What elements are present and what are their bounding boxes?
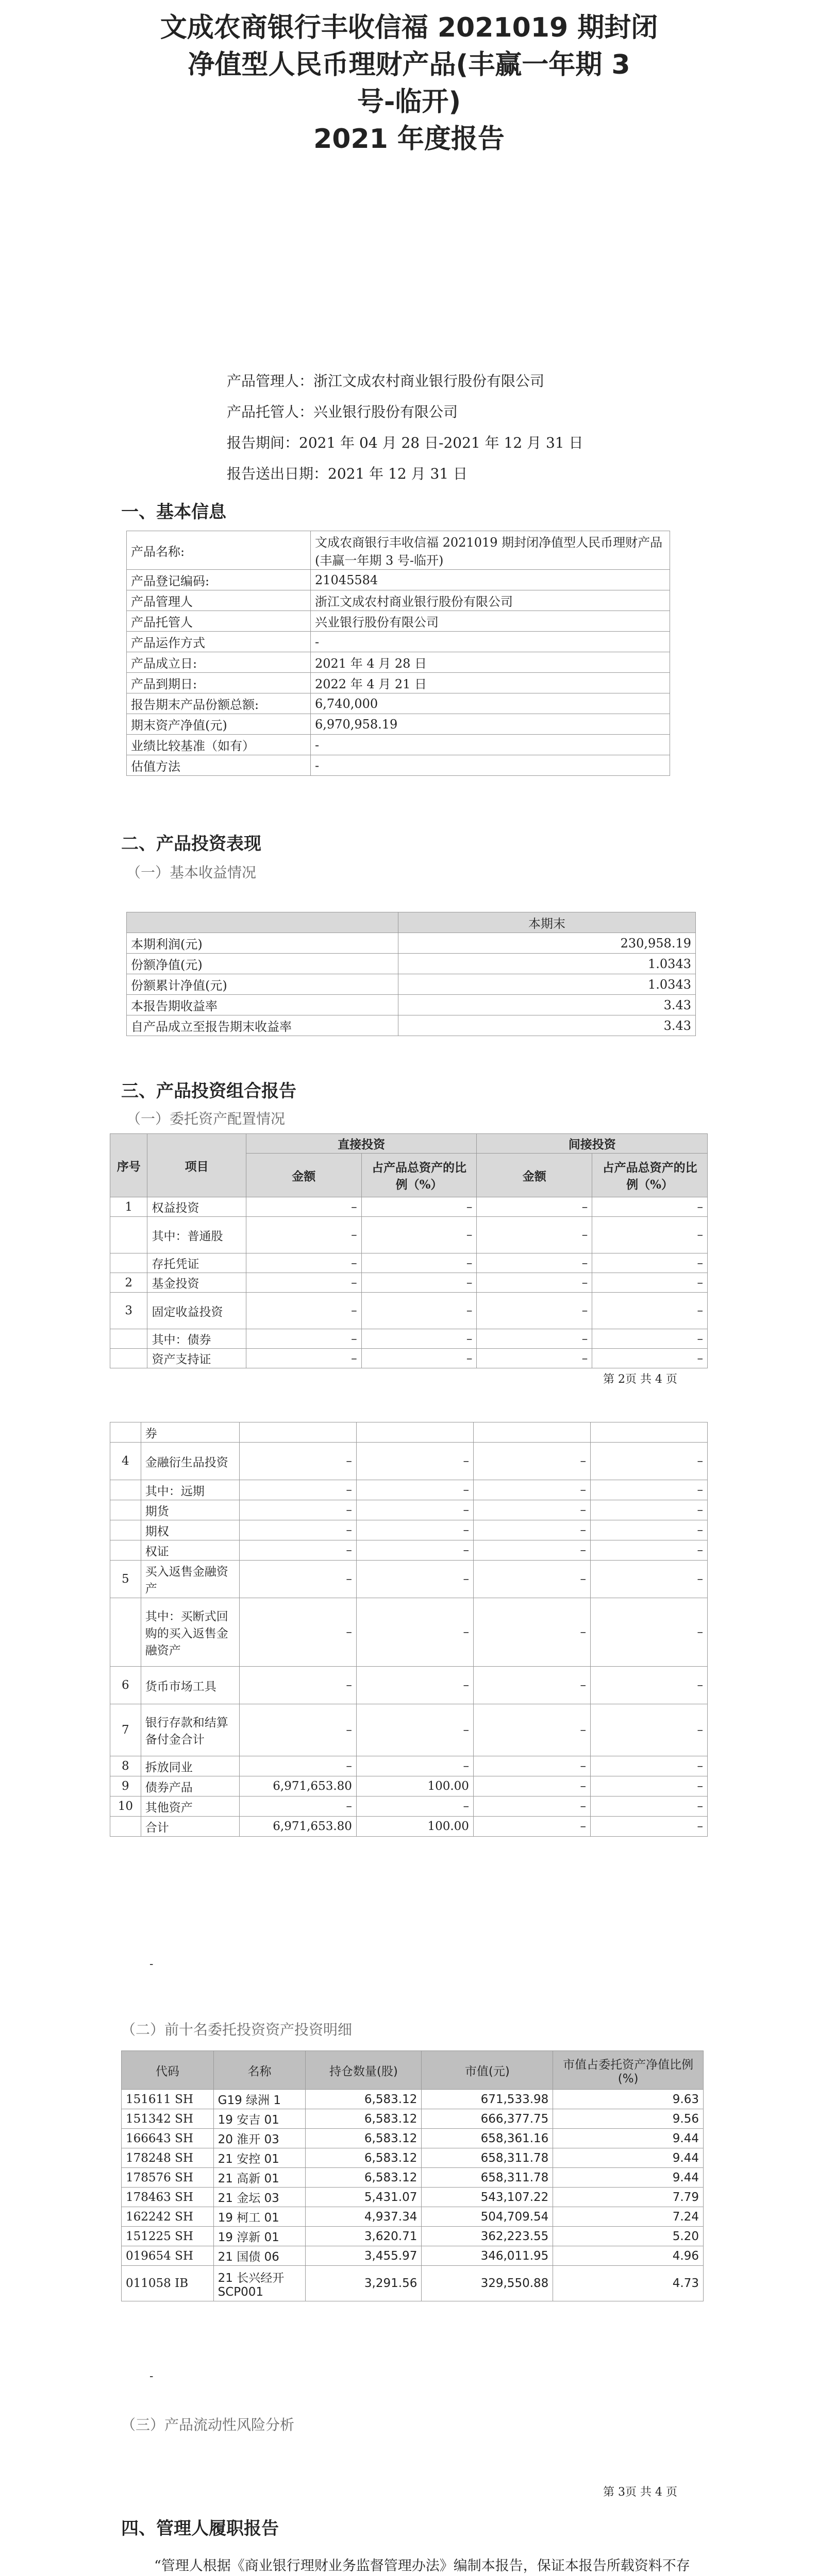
top10-col-name: 名称: [213, 2051, 306, 2090]
col-seq: 序号: [110, 1134, 147, 1197]
top10-quantity: 6,583.12: [306, 2148, 422, 2168]
allocation-value: –: [239, 1598, 356, 1667]
basic-info-label: 产品运作方式: [127, 632, 311, 652]
col-item: 项目: [147, 1134, 246, 1197]
returns-row: [127, 1015, 696, 1036]
top10-quantity: 3,455.97: [306, 2246, 422, 2266]
allocation-seq: [110, 1480, 141, 1500]
top10-row: [122, 2188, 704, 2207]
allocation-seq: [110, 1422, 141, 1443]
top10-code: 151342 SH: [122, 2109, 214, 2129]
top10-name: 20 淮开 03: [213, 2129, 306, 2148]
basic-info-value: 21045584: [311, 570, 670, 590]
page-number-3: 第 3页 共 4 页: [603, 2486, 677, 2499]
allocation-value: –: [592, 1349, 708, 1368]
allocation-item: 银行存款和结算备付金合计: [141, 1704, 239, 1756]
allocation-value: –: [473, 1540, 590, 1561]
returns-value: 3.43: [398, 1015, 696, 1036]
top10-code: 011058 IB: [122, 2266, 214, 2301]
top10-row: [122, 2090, 704, 2109]
allocation-value: –: [477, 1329, 592, 1349]
top10-code: 166643 SH: [122, 2129, 214, 2148]
allocation-row: [110, 1253, 708, 1273]
basic-info-value: 文成农商银行丰收信福 2021019 期封闭净值型人民币理财产品(丰赢一年期 3 号-临开): [311, 531, 670, 570]
allocation-item: 券: [141, 1422, 239, 1443]
allocation-seq: [110, 1817, 141, 1837]
report-title-line-2: 净值型人民币理财产品(丰赢一年期 3: [188, 49, 630, 80]
allocation-value: –: [356, 1561, 473, 1598]
allocation-value: –: [239, 1520, 356, 1540]
top10-name: 21 安控 01: [213, 2148, 306, 2168]
allocation-row: [110, 1349, 708, 1368]
top10-name: 19 安吉 01: [213, 2109, 306, 2129]
top10-name: 21 国债 06: [213, 2246, 306, 2266]
top10-quantity: 3,620.71: [306, 2227, 422, 2246]
allocation-value: –: [356, 1598, 473, 1667]
allocation-value: –: [590, 1817, 707, 1837]
basic-info-label: 产品托管人: [127, 611, 311, 632]
basic-info-value: -: [311, 755, 670, 776]
allocation-item: 权证: [141, 1540, 239, 1561]
allocation-item: 固定收益投资: [147, 1293, 246, 1329]
top10-ratio: 9.44: [553, 2148, 704, 2168]
top10-holdings-table: [121, 2050, 704, 2301]
top10-quantity: 6,583.12: [306, 2090, 422, 2109]
returns-value: 1.0343: [398, 974, 696, 995]
allocation-value: 100.00: [356, 1776, 473, 1797]
top10-code: 178463 SH: [122, 2188, 214, 2207]
basic-info-row: [127, 652, 670, 673]
allocation-value: [239, 1422, 356, 1443]
allocation-row: [110, 1217, 708, 1253]
allocation-value: –: [356, 1500, 473, 1520]
basic-info-row: [127, 673, 670, 693]
allocation-row: [110, 1293, 708, 1329]
allocation-value: –: [592, 1253, 708, 1273]
allocation-value: [590, 1422, 707, 1443]
report-title-line-3: 号-临开): [357, 87, 461, 117]
allocation-seq: 9: [110, 1776, 141, 1797]
top10-quantity: 3,291.56: [306, 2266, 422, 2301]
basic-info-row: [127, 693, 670, 714]
allocation-item: 期货: [141, 1500, 239, 1520]
top10-quantity: 6,583.12: [306, 2168, 422, 2188]
asset-allocation-table-part2: [110, 1422, 708, 1837]
top10-code: 151611 SH: [122, 2090, 214, 2109]
basic-info-value: 浙江文成农村商业银行股份有限公司: [311, 590, 670, 611]
top10-col-ratio: 市值占委托资产净值比例(%): [553, 2051, 704, 2090]
top10-ratio: 7.79: [553, 2188, 704, 2207]
allocation-value: –: [473, 1797, 590, 1817]
basic-info-value: -: [311, 735, 670, 755]
section-portfolio-heading: 三、产品投资组合报告: [121, 1081, 296, 1101]
allocation-seq: [110, 1217, 147, 1253]
returns-header-blank: [127, 912, 398, 933]
allocation-value: –: [477, 1273, 592, 1293]
top10-col-quantity: 持仓数量(股): [306, 2051, 422, 2090]
top10-code: 162242 SH: [122, 2207, 214, 2227]
allocation-item: 买入返售金融资产: [141, 1561, 239, 1598]
allocation-value: –: [590, 1598, 707, 1667]
allocation-item: 其他资产: [141, 1797, 239, 1817]
top10-code: 151225 SH: [122, 2227, 214, 2246]
top10-subheading: （二）前十名委托投资资产投资明细: [121, 2021, 353, 2038]
allocation-value: –: [590, 1756, 707, 1776]
top10-col-code: 代码: [122, 2051, 214, 2090]
allocation-value: –: [592, 1197, 708, 1217]
allocation-seq: [110, 1540, 141, 1561]
col-direct-investment: 直接投资: [246, 1134, 477, 1154]
allocation-item: 合计: [141, 1817, 239, 1837]
allocation-value: –: [473, 1480, 590, 1500]
allocation-row: [110, 1561, 708, 1598]
top10-code: 178576 SH: [122, 2168, 214, 2188]
allocation-row: [110, 1329, 708, 1349]
allocation-value: –: [477, 1217, 592, 1253]
allocation-seq: [110, 1500, 141, 1520]
allocation-value: –: [592, 1273, 708, 1293]
allocation-item: 资产支持证: [147, 1349, 246, 1368]
top10-market-value: 658,311.78: [422, 2148, 553, 2168]
top10-ratio: 7.24: [553, 2207, 704, 2227]
allocation-seq: 8: [110, 1756, 141, 1776]
top10-ratio: 9.44: [553, 2129, 704, 2148]
top10-quantity: 6,583.12: [306, 2109, 422, 2129]
top10-row: [122, 2266, 704, 2301]
top10-market-value: 329,550.88: [422, 2266, 553, 2301]
allocation-value: –: [590, 1704, 707, 1756]
allocation-seq: 4: [110, 1443, 141, 1480]
allocation-value: –: [356, 1540, 473, 1561]
allocation-item: 权益投资: [147, 1197, 246, 1217]
basic-info-label: 产品名称:: [127, 531, 311, 570]
allocation-value: –: [356, 1520, 473, 1540]
allocation-value: –: [361, 1349, 477, 1368]
allocation-value: –: [361, 1293, 477, 1329]
allocation-item: 基金投资: [147, 1273, 246, 1293]
allocation-value: –: [590, 1561, 707, 1598]
allocation-value: –: [473, 1500, 590, 1520]
allocation-value: –: [356, 1797, 473, 1817]
allocation-seq: 6: [110, 1667, 141, 1704]
top10-code: 019654 SH: [122, 2246, 214, 2266]
allocation-value: –: [246, 1329, 361, 1349]
liquidity-risk-subheading: （三）产品流动性风险分析: [121, 2416, 295, 2433]
basic-info-label: 业绩比较基准（如有）: [127, 735, 311, 755]
basic-info-label: 期末资产净值(元): [127, 714, 311, 735]
returns-label: 本报告期收益率: [127, 995, 398, 1015]
allocation-item: 期权: [141, 1520, 239, 1540]
allocation-row: [110, 1776, 708, 1797]
col-indirect-amount: 金额: [477, 1154, 592, 1197]
basic-info-table: [126, 531, 670, 776]
allocation-value: –: [477, 1349, 592, 1368]
allocation-seq: [110, 1253, 147, 1273]
allocation-value: –: [239, 1667, 356, 1704]
returns-label: 份额累计净值(元): [127, 974, 398, 995]
returns-value: 230,958.19: [398, 933, 696, 954]
section-basic-info-heading: 一、基本信息: [121, 502, 226, 522]
basic-info-value: 6,740,000: [311, 693, 670, 714]
top10-ratio: 4.73: [553, 2266, 704, 2301]
report-title-line-4: 2021 年度报告: [313, 124, 505, 155]
product-manager: 产品管理人：浙江文成农村商业银行股份有限公司: [227, 372, 545, 389]
allocation-value: –: [590, 1480, 707, 1500]
allocation-value: –: [246, 1273, 361, 1293]
top10-ratio: 4.96: [553, 2246, 704, 2266]
allocation-value: –: [592, 1217, 708, 1253]
allocation-value: –: [239, 1704, 356, 1756]
allocation-value: –: [473, 1704, 590, 1756]
allocation-value: –: [239, 1500, 356, 1520]
top10-market-value: 504,709.54: [422, 2207, 553, 2227]
duty-report-paragraph-1: “管理人根据《商业银行理财业务监督管理办法》编制本报告，保证本报告所载资料不存: [154, 2558, 690, 2574]
allocation-seq: 1: [110, 1197, 147, 1217]
asset-allocation-subheading: （一）委托资产配置情况: [126, 1110, 286, 1127]
report-title-line-1: 文成农商银行丰收信福 2021019 期封闭: [160, 12, 658, 43]
top10-quantity: 4,937.34: [306, 2207, 422, 2227]
top10-row: [122, 2168, 704, 2188]
allocation-value: –: [356, 1756, 473, 1776]
basic-info-row: [127, 611, 670, 632]
allocation-value: –: [473, 1667, 590, 1704]
allocation-item: 债券产品: [141, 1776, 239, 1797]
top10-quantity: 6,583.12: [306, 2129, 422, 2148]
allocation-value: –: [239, 1443, 356, 1480]
allocation-value: –: [473, 1598, 590, 1667]
allocation-value: [473, 1422, 590, 1443]
allocation-seq: [110, 1349, 147, 1368]
allocation-value: –: [473, 1443, 590, 1480]
basic-returns-subheading: （一）基本收益情况: [126, 864, 257, 881]
allocation-value: –: [239, 1540, 356, 1561]
top10-market-value: 346,011.95: [422, 2246, 553, 2266]
allocation-seq: [110, 1598, 141, 1667]
allocation-value: –: [356, 1480, 473, 1500]
allocation-value: –: [356, 1704, 473, 1756]
top10-ratio: 9.56: [553, 2109, 704, 2129]
basic-info-row: [127, 632, 670, 652]
allocation-seq: 3: [110, 1293, 147, 1329]
allocation-value: –: [590, 1500, 707, 1520]
allocation-value: –: [239, 1756, 356, 1776]
allocation-seq: 10: [110, 1797, 141, 1817]
allocation-value: –: [246, 1197, 361, 1217]
allocation-seq: 2: [110, 1273, 147, 1293]
top10-quantity: 5,431.07: [306, 2188, 422, 2207]
report-period: 报告期间：2021 年 04 月 28 日-2021 年 12 月 31 日: [227, 434, 583, 451]
allocation-row: [110, 1273, 708, 1293]
allocation-value: –: [239, 1797, 356, 1817]
basic-info-row: [127, 714, 670, 735]
returns-row: [127, 933, 696, 954]
basic-info-label: 产品到期日:: [127, 673, 311, 693]
basic-info-row: [127, 531, 670, 570]
allocation-value: –: [473, 1776, 590, 1797]
top10-dash-note: -: [149, 2370, 154, 2383]
top10-row: [122, 2227, 704, 2246]
top10-row: [122, 2129, 704, 2148]
allocation-value: –: [590, 1443, 707, 1480]
allocation-value: –: [473, 1756, 590, 1776]
allocation-value: –: [239, 1561, 356, 1598]
allocation-value: –: [592, 1293, 708, 1329]
allocation-row: [110, 1480, 708, 1500]
top10-row: [122, 2207, 704, 2227]
allocation-seq: 5: [110, 1561, 141, 1598]
allocation-item: 金融衍生品投资: [141, 1443, 239, 1480]
returns-row: [127, 974, 696, 995]
allocation-value: –: [473, 1561, 590, 1598]
report-send-date: 报告送出日期：2021 年 12 月 31 日: [227, 465, 468, 482]
returns-row: [127, 995, 696, 1015]
top10-row: [122, 2109, 704, 2129]
basic-info-label: 产品管理人: [127, 590, 311, 611]
basic-info-value: -: [311, 632, 670, 652]
top10-market-value: 658,311.78: [422, 2168, 553, 2188]
allocation-item: 货币市场工具: [141, 1667, 239, 1704]
allocation-seq: [110, 1520, 141, 1540]
returns-header-period-end: 本期末: [398, 912, 696, 933]
allocation-value: 6,971,653.80: [239, 1776, 356, 1797]
allocation-row: [110, 1422, 708, 1443]
top10-name: 21 长兴经开 SCP001: [213, 2266, 306, 2301]
returns-value: 3.43: [398, 995, 696, 1015]
allocation-value: –: [361, 1217, 477, 1253]
allocation-row: [110, 1540, 708, 1561]
allocation-item: 拆放同业: [141, 1756, 239, 1776]
top10-market-value: 543,107.22: [422, 2188, 553, 2207]
allocation-item: 其中：买断式回购的买入返售金融资产: [141, 1598, 239, 1667]
basic-info-value: 6,970,958.19: [311, 714, 670, 735]
allocation-row: [110, 1443, 708, 1480]
basic-info-row: [127, 755, 670, 776]
allocation-row: [110, 1817, 708, 1837]
allocation-row: [110, 1197, 708, 1217]
allocation-value: –: [361, 1253, 477, 1273]
allocation-value: –: [592, 1329, 708, 1349]
returns-label: 份额净值(元): [127, 954, 398, 974]
top10-market-value: 671,533.98: [422, 2090, 553, 2109]
col-indirect-investment: 间接投资: [477, 1134, 708, 1154]
section-duty-report-heading: 四、管理人履职报告: [121, 2518, 279, 2539]
allocation-row: [110, 1756, 708, 1776]
allocation-value: –: [361, 1197, 477, 1217]
allocation-row: [110, 1598, 708, 1667]
col-direct-ratio: 占产品总资产的比例（%）: [361, 1154, 477, 1197]
allocation-value: 6,971,653.80: [239, 1817, 356, 1837]
top10-col-market-value: 市值(元): [422, 2051, 553, 2090]
allocation-value: –: [473, 1817, 590, 1837]
allocation-item: 其中：普通股: [147, 1217, 246, 1253]
top10-ratio: 9.44: [553, 2168, 704, 2188]
top10-name: 19 淳新 01: [213, 2227, 306, 2246]
allocation-value: –: [477, 1293, 592, 1329]
top10-market-value: 362,223.55: [422, 2227, 553, 2246]
top10-row: [122, 2148, 704, 2168]
allocation-value: –: [477, 1253, 592, 1273]
basic-info-row: [127, 590, 670, 611]
basic-info-label: 产品登记编码:: [127, 570, 311, 590]
allocation-value: –: [590, 1797, 707, 1817]
basic-info-value: 2022 年 4 月 21 日: [311, 673, 670, 693]
allocation-item: 存托凭证: [147, 1253, 246, 1273]
allocation-row: [110, 1500, 708, 1520]
allocation-item: 其中：债券: [147, 1329, 246, 1349]
allocation-row: [110, 1704, 708, 1756]
allocation-value: –: [361, 1329, 477, 1349]
allocation-value: –: [239, 1480, 356, 1500]
basic-info-value: 2021 年 4 月 28 日: [311, 652, 670, 673]
allocation-value: –: [590, 1776, 707, 1797]
allocation-value: –: [477, 1197, 592, 1217]
allocation-value: –: [246, 1349, 361, 1368]
basic-info-value: 兴业银行股份有限公司: [311, 611, 670, 632]
allocation-value: –: [590, 1520, 707, 1540]
allocation-seq: [110, 1329, 147, 1349]
allocation-row: [110, 1520, 708, 1540]
top10-ratio: 9.63: [553, 2090, 704, 2109]
allocation-value: –: [356, 1667, 473, 1704]
asset-allocation-table-part1: [110, 1133, 708, 1368]
col-indirect-ratio: 占产品总资产的比例（%）: [592, 1154, 708, 1197]
allocation-dash-note: -: [149, 1958, 154, 1971]
returns-label: 自产品成立至报告期末收益率: [127, 1015, 398, 1036]
col-direct-amount: 金额: [246, 1154, 361, 1197]
top10-name: 21 高新 01: [213, 2168, 306, 2188]
top10-ratio: 5.20: [553, 2227, 704, 2246]
allocation-value: –: [473, 1520, 590, 1540]
basic-info-row: [127, 735, 670, 755]
allocation-value: –: [246, 1253, 361, 1273]
allocation-item: 其中：远期: [141, 1480, 239, 1500]
top10-row: [122, 2246, 704, 2266]
allocation-value: [356, 1422, 473, 1443]
allocation-value: –: [590, 1540, 707, 1561]
top10-name: 21 金坛 03: [213, 2188, 306, 2207]
basic-info-label: 估值方法: [127, 755, 311, 776]
top10-name: 19 柯工 01: [213, 2207, 306, 2227]
returns-label: 本期利润(元): [127, 933, 398, 954]
allocation-value: –: [590, 1667, 707, 1704]
allocation-value: –: [361, 1273, 477, 1293]
basic-info-row: [127, 570, 670, 590]
top10-name: G19 绿洲 1: [213, 2090, 306, 2109]
section-performance-heading: 二、产品投资表现: [121, 834, 261, 854]
top10-market-value: 658,361.16: [422, 2129, 553, 2148]
basic-info-label: 报告期末产品份额总额:: [127, 693, 311, 714]
returns-value: 1.0343: [398, 954, 696, 974]
allocation-row: [110, 1797, 708, 1817]
top10-code: 178248 SH: [122, 2148, 214, 2168]
basic-info-label: 产品成立日:: [127, 652, 311, 673]
returns-row: [127, 954, 696, 974]
allocation-value: –: [356, 1443, 473, 1480]
returns-table: [126, 912, 696, 1036]
allocation-value: –: [246, 1217, 361, 1253]
allocation-row: [110, 1667, 708, 1704]
page-number-2: 第 2页 共 4 页: [603, 1373, 677, 1386]
allocation-seq: 7: [110, 1704, 141, 1756]
allocation-value: –: [246, 1293, 361, 1329]
allocation-value: 100.00: [356, 1817, 473, 1837]
product-custodian: 产品托管人：兴业银行股份有限公司: [227, 403, 458, 420]
top10-market-value: 666,377.75: [422, 2109, 553, 2129]
